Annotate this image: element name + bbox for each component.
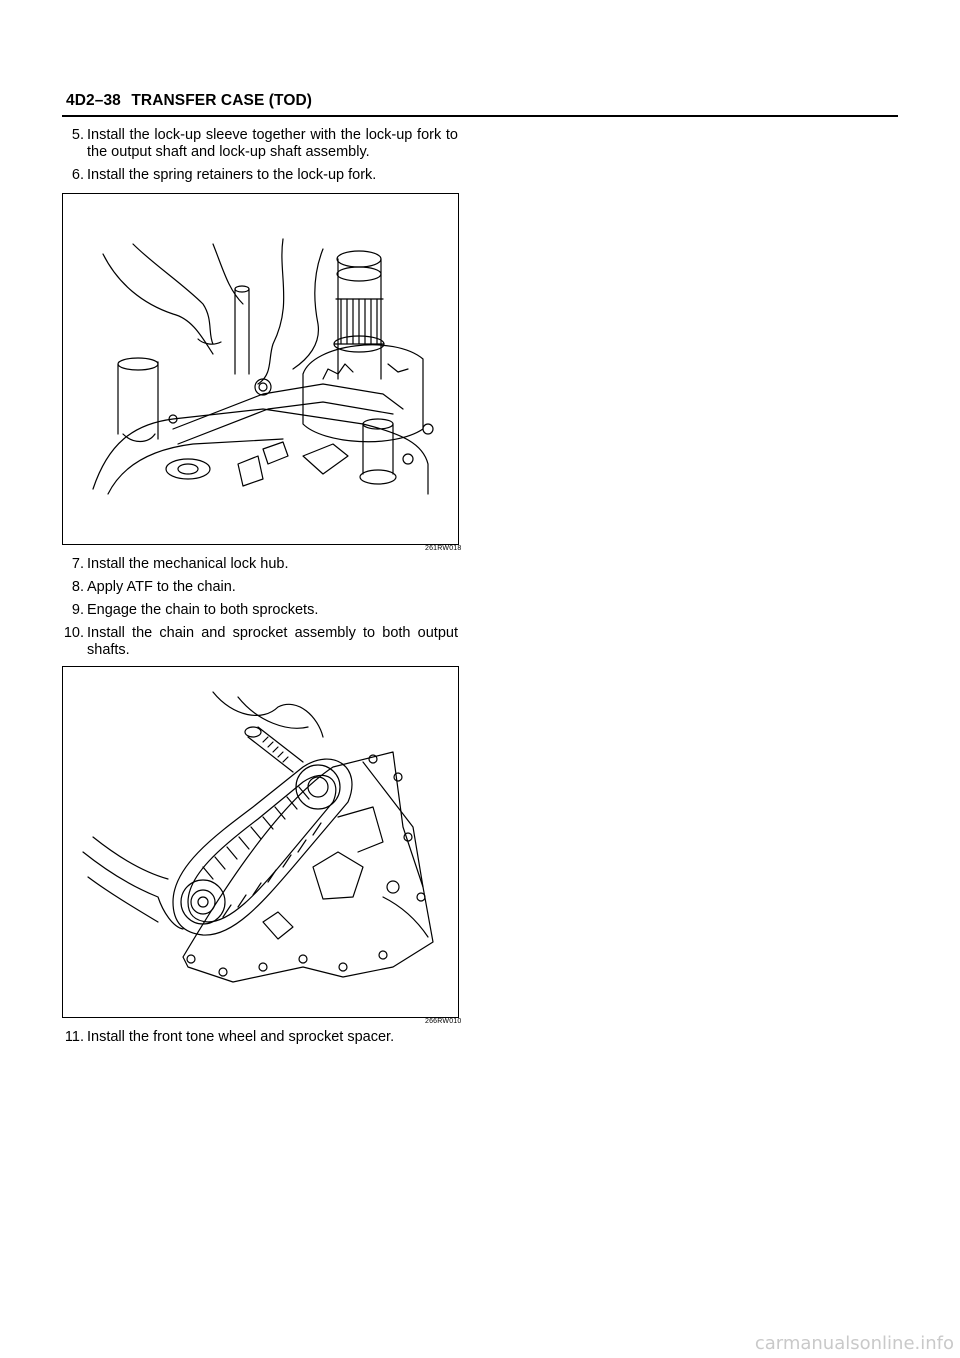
figure-code: 261RW018 [425, 545, 462, 552]
step-item [62, 556, 458, 573]
step-item [62, 602, 458, 619]
step-number: 8. [71, 579, 84, 595]
figure-lockup-fork [62, 193, 459, 545]
step-item [62, 625, 458, 659]
step-text: Install the chain and sprocket assembly to both output shafts. [87, 625, 458, 658]
step-text: Install the spring retainers to the lock-up fork. [87, 167, 377, 183]
step-text: Install the mechanical lock hub. [87, 556, 289, 572]
steps-block-3 [62, 1029, 458, 1052]
step-number: 7. [71, 556, 84, 572]
step-number: 9. [71, 602, 84, 618]
step-item [62, 1029, 458, 1046]
step-text: Engage the chain to both sprockets. [87, 602, 319, 618]
figure-chain-sprocket [62, 666, 459, 1018]
step-number: 10. [63, 625, 84, 641]
section-number: 4D2–38 [66, 92, 121, 109]
section-title: TRANSFER CASE (TOD) [131, 92, 313, 109]
steps-block-1 [62, 127, 458, 190]
step-text: Apply ATF to the chain. [87, 579, 236, 595]
step-text: Install the front tone wheel and sprocket spacer. [87, 1029, 395, 1045]
header-rule [62, 115, 898, 117]
step-item [62, 127, 458, 161]
step-item [62, 579, 458, 596]
step-number: 6. [71, 167, 84, 183]
figure-code: 266RW010 [425, 1018, 462, 1025]
steps-block-2 [62, 556, 458, 665]
step-item [62, 167, 458, 184]
step-text: Install the lock-up sleeve together with the lock-up fork to the output shaft and lock-up shaft assembly. [87, 127, 458, 160]
lockup-fork-illustration [63, 194, 458, 544]
step-number: 5. [71, 127, 84, 143]
page-header [66, 92, 312, 110]
watermark-text: carmanualsonline.info [754, 1333, 954, 1354]
step-number: 11. [64, 1029, 84, 1045]
chain-sprocket-illustration [63, 667, 458, 1017]
